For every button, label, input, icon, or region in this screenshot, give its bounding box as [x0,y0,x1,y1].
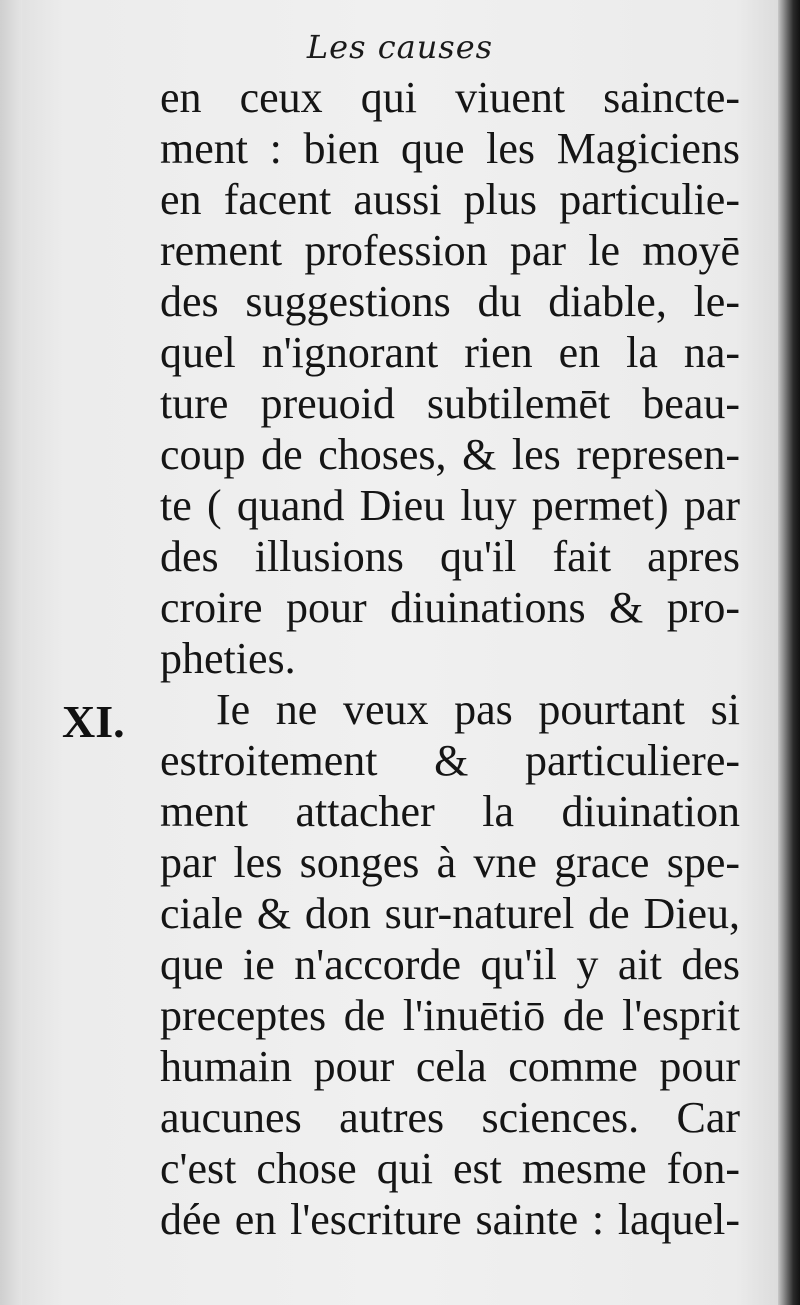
text-line: quel n'ignorant rien en la na- [160,328,740,377]
page-gutter-shadow [778,0,800,1305]
text-line: en facent aussi plus particulie- [160,175,740,224]
body-text [160,72,740,1245]
text-line: coup de choses, & les represen- [160,430,740,479]
text-line: preceptes de l'inuētiō de l'esprit [160,991,740,1040]
text-line: croire pour diuinations & pro- [160,583,740,632]
text-line: c'est chose qui est mesme fon- [160,1144,740,1193]
text-line: des illusions qu'il fait apres [160,532,740,581]
page-left-margin [0,0,22,1305]
text-line: par les songes à vne grace spe- [160,838,740,887]
text-line: estroitement & particuliere- [160,736,740,785]
text-line: Ie ne veux pas pourtant si [216,685,740,734]
text-line: ciale & don sur-naturel de Dieu, [160,889,740,938]
text-line: rement profession par le moyē [160,226,740,275]
text-line: dée en l'escriture sainte : laquel- [160,1195,740,1244]
text-line: que ie n'accorde qu'il y ait des [160,940,740,989]
text-line: ment : bien que les Magiciens [160,124,740,173]
text-line: des suggestions du diable, le- [160,277,740,326]
text-line: ture preuoid subtilemēt beau- [160,379,740,428]
text-line: en ceux qui viuent saincte- [160,73,740,122]
section-number: XI. [62,696,125,747]
text-line: te ( quand Dieu luy permet) par [160,481,740,530]
text-line: aucunes autres sciences. Car [160,1093,740,1142]
running-head: Les causes [306,28,494,66]
text-line: pheties. [160,634,296,683]
text-line: ment attacher la diuination [160,787,740,836]
text-line: humain pour cela comme pour [160,1042,740,1091]
